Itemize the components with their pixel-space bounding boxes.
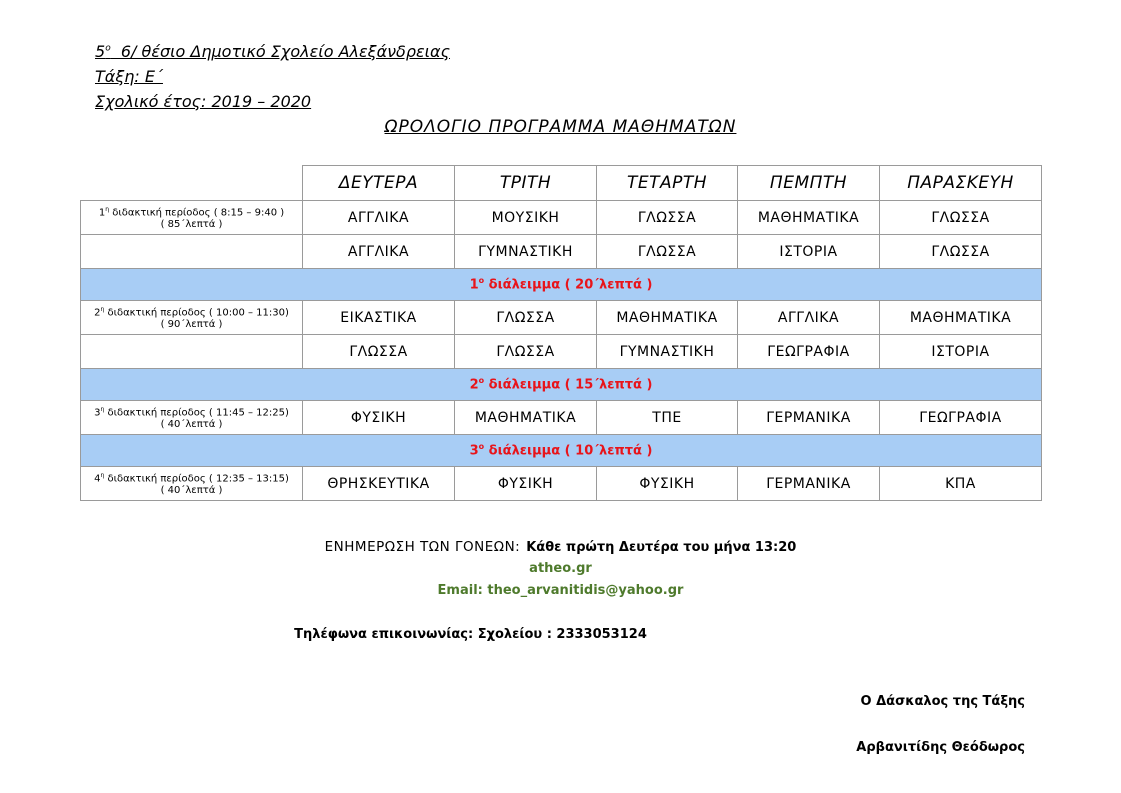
subject-cell: ΘΡΗΣΚΕΥΤΙΚΑ [303, 467, 455, 501]
subject-cell: ΚΠΑ [880, 467, 1042, 501]
school-name: $5^o$ 6/ θέσιο Δημοτικό Σχολείο Αλεξάνδρειας [95, 42, 450, 61]
table-row [81, 467, 1042, 501]
period-label: $4^\eta$ διδακτική περίοδος ( 12:35 – 13:15) ( 40΄λεπτά ) [81, 467, 303, 501]
day-header-thursday: ΠΕΜΠΤΗ [738, 166, 880, 201]
period-label: $2^\eta$ διδακτική περίοδος ( 10:00 – 11:30) ( 90΄λεπτά ) [81, 301, 303, 335]
parents-meeting-line [0, 539, 1121, 555]
table-row [81, 301, 1042, 335]
subject-cell: ΓΛΩΣΣΑ [455, 301, 597, 335]
subject-cell: ΑΓΓΛΙΚΑ [738, 301, 880, 335]
subject-cell: ΦΥΣΙΚΗ [455, 467, 597, 501]
subject-cell: ΓΛΩΣΣΑ [455, 335, 597, 369]
subject-cell: ΓΛΩΣΣΑ [597, 235, 738, 269]
table-header-row [81, 166, 1042, 201]
subject-cell: ΦΥΣΙΚΗ [303, 401, 455, 435]
subject-cell: ΓΛΩΣΣΑ [303, 335, 455, 369]
parents-meeting-label: ΕΝΗΜΕΡΩΣΗ ΤΩΝ ΓΟΝΕΩΝ: [324, 539, 521, 555]
subject-cell: ΓΕΡΜΑΝΙΚΑ [738, 401, 880, 435]
break-row [81, 435, 1042, 467]
break-row [81, 369, 1042, 401]
break-label: $3^o$ διάλειμμα ( 10΄λεπτά ) [81, 435, 1042, 467]
subject-cell: ΦΥΣΙΚΗ [597, 467, 738, 501]
subject-cell: ΜΑΘΗΜΑΤΙΚΑ [597, 301, 738, 335]
break-row [81, 269, 1042, 301]
subject-cell: ΜΟΥΣΙΚΗ [455, 201, 597, 235]
class-line: Τάξη: Ε΄ [95, 67, 163, 86]
subject-cell: ΕΙΚΑΣΤΙΚΑ [303, 301, 455, 335]
subject-cell: ΓΛΩΣΣΑ [597, 201, 738, 235]
subject-cell: ΓΛΩΣΣΑ [880, 235, 1042, 269]
parents-meeting-value: Κάθε πρώτη Δευτέρα του μήνα 13:20 [526, 540, 797, 555]
subject-cell: ΜΑΘΗΜΑΤΙΚΑ [738, 201, 880, 235]
subject-cell: ΓΥΜΝΑΣΤΙΚΗ [455, 235, 597, 269]
subject-cell: ΜΑΘΗΜΑΤΙΚΑ [455, 401, 597, 435]
email-link[interactable]: Email: theo_arvanitidis@yahoo.gr [437, 583, 684, 598]
subject-cell: ΤΠΕ [597, 401, 738, 435]
break-label: $2^o$ διάλειμμα ( 15΄λεπτά ) [81, 369, 1042, 401]
website-link[interactable]: atheo.gr [529, 561, 592, 576]
phone-line: Τηλέφωνα επικοινωνίας: Σχολείου : 2333053124 [294, 627, 647, 642]
school-year-line: Σχολικό έτος: 2019 – 2020 [95, 92, 312, 111]
subject-cell: ΓΕΩΓΡΑΦΙΑ [738, 335, 880, 369]
subject-cell: ΓΕΡΜΑΝΙΚΑ [738, 467, 880, 501]
day-header-tuesday: ΤΡΙΤΗ [455, 166, 597, 201]
period-label-empty [81, 235, 303, 269]
subject-cell: ΙΣΤΟΡΙΑ [880, 335, 1042, 369]
day-header-wednesday: ΤΕΤΑΡΤΗ [597, 166, 738, 201]
subject-cell: ΑΓΓΛΙΚΑ [303, 201, 455, 235]
period-label-empty [81, 335, 303, 369]
table-row [81, 235, 1042, 269]
subject-cell: ΜΑΘΗΜΑΤΙΚΑ [880, 301, 1042, 335]
subject-cell: ΓΥΜΝΑΣΤΙΚΗ [597, 335, 738, 369]
subject-cell: ΓΛΩΣΣΑ [880, 201, 1042, 235]
header-corner-cell [81, 166, 303, 201]
teacher-label: Ο Δάσκαλος της Τάξης [860, 694, 1025, 709]
day-header-friday: ΠΑΡΑΣΚΕΥΗ [880, 166, 1042, 201]
schedule-table [80, 165, 1042, 501]
subject-cell: ΑΓΓΛΙΚΑ [303, 235, 455, 269]
break-label: $1^o$ διάλειμμα ( 20΄λεπτά ) [81, 269, 1042, 301]
subject-cell: ΙΣΤΟΡΙΑ [738, 235, 880, 269]
subject-cell: ΓΕΩΓΡΑΦΙΑ [880, 401, 1042, 435]
table-row [81, 201, 1042, 235]
table-row [81, 335, 1042, 369]
period-label: $1^\eta$ διδακτική περίοδος ( 8:15 – 9:40 ) ( 85΄λεπτά ) [81, 201, 303, 235]
teacher-name: Αρβανιτίδης Θεόδωρος [856, 740, 1025, 755]
period-label: $3^\eta$ διδακτική περίοδος ( 11:45 – 12:25) ( 40΄λεπτά ) [81, 401, 303, 435]
day-header-monday: ΔΕΥΤΕΡΑ [303, 166, 455, 201]
table-row [81, 401, 1042, 435]
page-title: ΩΡΟΛΟΓΙΟ ΠΡΟΓΡΑΜΜΑ ΜΑΘΗΜΑΤΩΝ [384, 117, 737, 137]
